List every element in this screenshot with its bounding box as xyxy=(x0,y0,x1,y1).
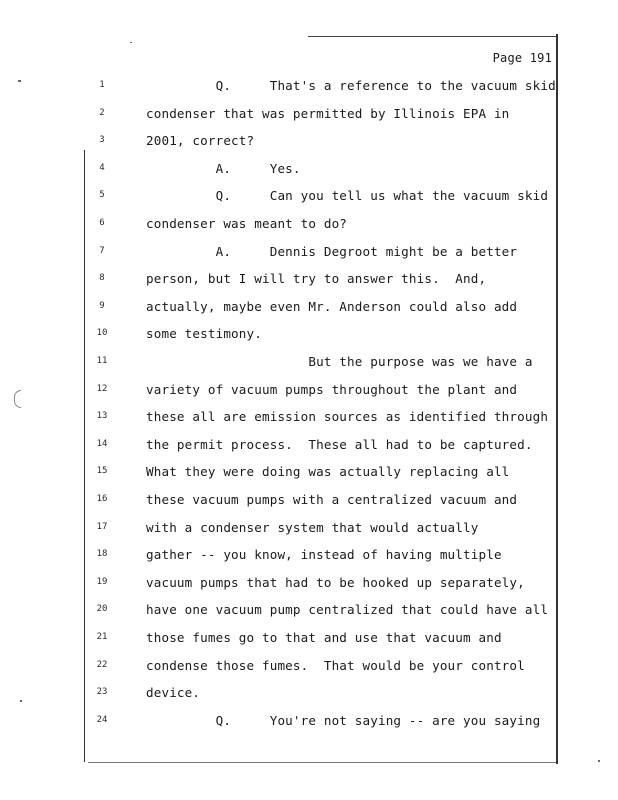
transcript-line: What they were doing was actually replacing all xyxy=(146,464,510,479)
line-number: 17 xyxy=(96,522,108,532)
line-number: 4 xyxy=(99,163,105,173)
transcript-line: 2001, correct? xyxy=(146,133,255,148)
scan-speck xyxy=(20,700,22,702)
line-number: 19 xyxy=(96,577,108,587)
scan-speck xyxy=(598,760,600,762)
line-number: 20 xyxy=(96,604,108,614)
transcript-line: those fumes go to that and use that vacuum and xyxy=(146,630,502,645)
line-number: 22 xyxy=(96,660,108,670)
transcript-line: Q. You're not saying -- are you saying xyxy=(146,713,541,728)
page-number: Page 191 xyxy=(492,51,552,65)
transcript-line: have one vacuum pump centralized that could have all xyxy=(146,602,549,617)
line-number: 7 xyxy=(99,246,105,256)
transcript-line: condenser that was permitted by Illinois EPA in xyxy=(146,106,510,121)
transcript-line: variety of vacuum pumps throughout the plant and xyxy=(146,382,518,397)
transcript-line: Q. That's a reference to the vacuum skid xyxy=(146,78,556,93)
line-number: 5 xyxy=(99,190,105,200)
right-border xyxy=(556,34,558,764)
transcript-line: some testimony. xyxy=(146,326,262,341)
line-number: 9 xyxy=(99,301,105,311)
line-number: 13 xyxy=(96,411,108,421)
transcript-line: But the purpose was we have a xyxy=(146,354,533,369)
line-number: 18 xyxy=(96,549,108,559)
top-border xyxy=(308,36,556,37)
transcript-line: gather -- you know, instead of having multiple xyxy=(146,547,502,562)
line-number: 3 xyxy=(99,135,105,145)
transcript-line: with a condenser system that would actually xyxy=(146,520,479,535)
line-number: 14 xyxy=(96,439,108,449)
line-number: 16 xyxy=(96,494,108,504)
line-number: 12 xyxy=(96,384,108,394)
left-border xyxy=(84,150,85,762)
line-number: 21 xyxy=(96,632,108,642)
line-number: 2 xyxy=(99,108,105,118)
scan-speck xyxy=(18,80,21,82)
line-number: 10 xyxy=(96,328,108,338)
line-number: 1 xyxy=(99,80,105,90)
transcript-line: A. Yes. xyxy=(146,161,301,176)
transcript-line: A. Dennis Degroot might be a better xyxy=(146,244,518,259)
transcript-line: condenser was meant to do? xyxy=(146,216,348,231)
transcript-line: these all are emission sources as identified through xyxy=(146,409,549,424)
line-number: 15 xyxy=(96,466,108,476)
transcript-line: actually, maybe even Mr. Anderson could also add xyxy=(146,299,518,314)
transcript-line: device. xyxy=(146,685,201,700)
bottom-border xyxy=(88,762,556,763)
scan-smudge xyxy=(14,390,21,408)
scan-speck xyxy=(130,42,132,43)
line-number: 8 xyxy=(99,273,105,283)
transcript-line: Q. Can you tell us what the vacuum skid xyxy=(146,188,549,203)
transcript-line: person, but I will try to answer this. And, xyxy=(146,271,487,286)
transcript-line: the permit process. These all had to be captured. xyxy=(146,437,533,452)
line-number: 11 xyxy=(96,356,108,366)
transcript-line: these vacuum pumps with a centralized vacuum and xyxy=(146,492,518,507)
line-number: 24 xyxy=(96,715,108,725)
transcript-line: vacuum pumps that had to be hooked up separately, xyxy=(146,575,525,590)
transcript-line: condense those fumes. That would be your control xyxy=(146,658,525,673)
line-number: 6 xyxy=(99,218,105,228)
line-number: 23 xyxy=(96,687,108,697)
